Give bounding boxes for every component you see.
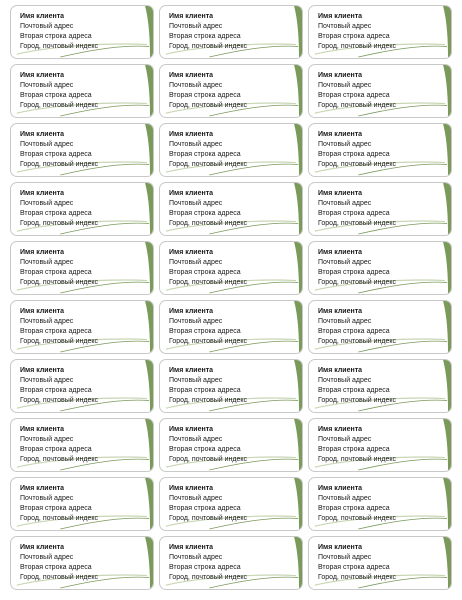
address-label[interactable] <box>159 64 303 118</box>
city-postal-code: Город, почтовый индекс <box>20 220 99 227</box>
address-label[interactable] <box>159 241 303 295</box>
postal-address: Почтовый адрес <box>20 377 74 384</box>
city-postal-code: Город, почтовый индекс <box>20 515 99 522</box>
customer-name: Имя клиента <box>20 72 65 79</box>
city-postal-code: Город, почтовый индекс <box>169 515 248 522</box>
label-text <box>169 543 247 583</box>
address-line-2: Вторая строка адреса <box>318 328 390 335</box>
address-line-2: Вторая строка адреса <box>318 92 390 99</box>
postal-address: Почтовый адрес <box>169 141 223 148</box>
customer-name: Имя клиента <box>318 131 363 138</box>
postal-address: Почтовый адрес <box>20 495 74 502</box>
label-text <box>20 248 98 288</box>
city-postal-code: Город, почтовый индекс <box>169 574 248 581</box>
label-text <box>318 248 396 288</box>
postal-address: Почтовый адрес <box>169 23 223 30</box>
city-postal-code: Город, почтовый индекс <box>318 397 397 404</box>
customer-name: Имя клиента <box>318 544 363 551</box>
address-label[interactable] <box>308 536 452 590</box>
address-line-2: Вторая строка адреса <box>169 446 241 453</box>
city-postal-code: Город, почтовый индекс <box>169 456 248 463</box>
postal-address: Почтовый адрес <box>20 82 74 89</box>
label-text <box>169 130 247 170</box>
label-text <box>20 189 98 229</box>
address-line-2: Вторая строка адреса <box>20 151 92 158</box>
customer-name: Имя клиента <box>20 249 65 256</box>
label-text <box>20 366 98 406</box>
postal-address: Почтовый адрес <box>318 318 372 325</box>
address-label[interactable] <box>159 300 303 354</box>
customer-name: Имя клиента <box>318 249 363 256</box>
address-label[interactable] <box>10 300 154 354</box>
address-line-2: Вторая строка адреса <box>20 33 92 40</box>
city-postal-code: Город, почтовый индекс <box>169 220 248 227</box>
address-line-2: Вторая строка адреса <box>20 269 92 276</box>
city-postal-code: Город, почтовый индекс <box>20 397 99 404</box>
customer-name: Имя клиента <box>20 485 65 492</box>
address-label[interactable] <box>159 123 303 177</box>
address-line-2: Вторая строка адреса <box>20 210 92 217</box>
address-line-2: Вторая строка адреса <box>20 505 92 512</box>
address-label[interactable] <box>308 359 452 413</box>
customer-name: Имя клиента <box>318 485 363 492</box>
label-text <box>318 189 396 229</box>
customer-name: Имя клиента <box>169 367 214 374</box>
label-text <box>169 366 247 406</box>
city-postal-code: Город, почтовый индекс <box>169 279 248 286</box>
label-text <box>20 71 98 111</box>
postal-address: Почтовый адрес <box>169 318 223 325</box>
address-label[interactable] <box>308 5 452 59</box>
address-label[interactable] <box>10 123 154 177</box>
postal-address: Почтовый адрес <box>318 377 372 384</box>
label-text <box>169 425 247 465</box>
address-label[interactable] <box>308 241 452 295</box>
city-postal-code: Город, почтовый индекс <box>169 43 248 50</box>
label-text <box>318 425 396 465</box>
city-postal-code: Город, почтовый индекс <box>20 574 99 581</box>
city-postal-code: Город, почтовый индекс <box>318 279 397 286</box>
city-postal-code: Город, почтовый индекс <box>318 161 397 168</box>
address-line-2: Вторая строка адреса <box>169 387 241 394</box>
label-text <box>20 484 98 524</box>
address-label[interactable] <box>10 418 154 472</box>
city-postal-code: Город, почтовый индекс <box>318 102 397 109</box>
label-sheet <box>10 5 452 590</box>
postal-address: Почтовый адрес <box>20 554 74 561</box>
postal-address: Почтовый адрес <box>169 259 223 266</box>
address-line-2: Вторая строка адреса <box>318 505 390 512</box>
postal-address: Почтовый адрес <box>169 554 223 561</box>
city-postal-code: Город, почтовый индекс <box>20 456 99 463</box>
address-label[interactable] <box>159 477 303 531</box>
label-text <box>169 484 247 524</box>
address-line-2: Вторая строка адреса <box>318 269 390 276</box>
address-line-2: Вторая строка адреса <box>169 564 241 571</box>
customer-name: Имя клиента <box>20 426 65 433</box>
postal-address: Почтовый адрес <box>20 23 74 30</box>
label-text <box>318 484 396 524</box>
address-line-2: Вторая строка адреса <box>20 387 92 394</box>
customer-name: Имя клиента <box>318 190 363 197</box>
customer-name: Имя клиента <box>20 308 65 315</box>
postal-address: Почтовый адрес <box>318 141 372 148</box>
address-label[interactable] <box>159 359 303 413</box>
city-postal-code: Город, почтовый индекс <box>169 338 248 345</box>
label-text <box>20 12 98 52</box>
address-label[interactable] <box>10 359 154 413</box>
address-line-2: Вторая строка адреса <box>169 151 241 158</box>
postal-address: Почтовый адрес <box>20 436 74 443</box>
address-line-2: Вторая строка адреса <box>318 446 390 453</box>
address-label[interactable] <box>308 182 452 236</box>
city-postal-code: Город, почтовый индекс <box>318 456 397 463</box>
customer-name: Имя клиента <box>318 426 363 433</box>
customer-name: Имя клиента <box>169 13 214 20</box>
city-postal-code: Город, почтовый индекс <box>318 338 397 345</box>
label-text <box>318 130 396 170</box>
customer-name: Имя клиента <box>20 544 65 551</box>
address-label[interactable] <box>159 418 303 472</box>
customer-name: Имя клиента <box>318 367 363 374</box>
label-text <box>318 12 396 52</box>
address-label[interactable] <box>10 477 154 531</box>
label-text <box>318 543 396 583</box>
address-label[interactable] <box>308 418 452 472</box>
customer-name: Имя клиента <box>20 13 65 20</box>
postal-address: Почтовый адрес <box>169 495 223 502</box>
city-postal-code: Город, почтовый индекс <box>20 279 99 286</box>
address-line-2: Вторая строка адреса <box>169 269 241 276</box>
label-text <box>169 248 247 288</box>
postal-address: Почтовый адрес <box>20 200 74 207</box>
postal-address: Почтовый адрес <box>318 554 372 561</box>
label-text <box>318 307 396 347</box>
postal-address: Почтовый адрес <box>169 436 223 443</box>
label-text <box>169 12 247 52</box>
label-text <box>169 189 247 229</box>
address-label[interactable] <box>308 477 452 531</box>
address-label[interactable] <box>308 123 452 177</box>
city-postal-code: Город, почтовый индекс <box>318 43 397 50</box>
postal-address: Почтовый адрес <box>169 200 223 207</box>
label-text <box>318 71 396 111</box>
customer-name: Имя клиента <box>169 308 214 315</box>
city-postal-code: Город, почтовый индекс <box>169 102 248 109</box>
customer-name: Имя клиента <box>169 426 214 433</box>
address-line-2: Вторая строка адреса <box>169 92 241 99</box>
city-postal-code: Город, почтовый индекс <box>169 397 248 404</box>
customer-name: Имя клиента <box>169 544 214 551</box>
address-line-2: Вторая строка адреса <box>169 505 241 512</box>
address-line-2: Вторая строка адреса <box>169 328 241 335</box>
postal-address: Почтовый адрес <box>20 259 74 266</box>
address-label[interactable] <box>159 182 303 236</box>
city-postal-code: Город, почтовый индекс <box>318 515 397 522</box>
postal-address: Почтовый адрес <box>20 318 74 325</box>
label-text <box>20 130 98 170</box>
postal-address: Почтовый адрес <box>20 141 74 148</box>
customer-name: Имя клиента <box>20 190 65 197</box>
postal-address: Почтовый адрес <box>169 82 223 89</box>
postal-address: Почтовый адрес <box>318 200 372 207</box>
address-label[interactable] <box>10 64 154 118</box>
customer-name: Имя клиента <box>169 190 214 197</box>
label-text <box>169 71 247 111</box>
customer-name: Имя клиента <box>20 131 65 138</box>
address-line-2: Вторая строка адреса <box>318 151 390 158</box>
label-text <box>169 307 247 347</box>
customer-name: Имя клиента <box>169 249 214 256</box>
address-line-2: Вторая строка адреса <box>20 446 92 453</box>
city-postal-code: Город, почтовый индекс <box>20 338 99 345</box>
address-label[interactable] <box>10 241 154 295</box>
address-line-2: Вторая строка адреса <box>169 210 241 217</box>
label-text <box>20 543 98 583</box>
postal-address: Почтовый адрес <box>169 377 223 384</box>
city-postal-code: Город, почтовый индекс <box>20 161 99 168</box>
address-label[interactable] <box>159 5 303 59</box>
label-text <box>20 425 98 465</box>
customer-name: Имя клиента <box>169 72 214 79</box>
city-postal-code: Город, почтовый индекс <box>318 220 397 227</box>
customer-name: Имя клиента <box>318 72 363 79</box>
address-line-2: Вторая строка адреса <box>20 92 92 99</box>
customer-name: Имя клиента <box>318 13 363 20</box>
address-label[interactable] <box>10 5 154 59</box>
address-label[interactable] <box>159 536 303 590</box>
postal-address: Почтовый адрес <box>318 82 372 89</box>
customer-name: Имя клиента <box>318 308 363 315</box>
address-line-2: Вторая строка адреса <box>318 33 390 40</box>
postal-address: Почтовый адрес <box>318 259 372 266</box>
customer-name: Имя клиента <box>169 485 214 492</box>
address-line-2: Вторая строка адреса <box>318 387 390 394</box>
address-label[interactable] <box>308 300 452 354</box>
address-line-2: Вторая строка адреса <box>318 210 390 217</box>
city-postal-code: Город, почтовый индекс <box>169 161 248 168</box>
address-label[interactable] <box>10 536 154 590</box>
postal-address: Почтовый адрес <box>318 23 372 30</box>
postal-address: Почтовый адрес <box>318 436 372 443</box>
customer-name: Имя клиента <box>169 131 214 138</box>
postal-address: Почтовый адрес <box>318 495 372 502</box>
city-postal-code: Город, почтовый индекс <box>318 574 397 581</box>
address-label[interactable] <box>10 182 154 236</box>
label-text <box>20 307 98 347</box>
customer-name: Имя клиента <box>20 367 65 374</box>
city-postal-code: Город, почтовый индекс <box>20 43 99 50</box>
label-text <box>318 366 396 406</box>
address-line-2: Вторая строка адреса <box>20 564 92 571</box>
address-line-2: Вторая строка адреса <box>318 564 390 571</box>
address-label[interactable] <box>308 64 452 118</box>
address-line-2: Вторая строка адреса <box>169 33 241 40</box>
city-postal-code: Город, почтовый индекс <box>20 102 99 109</box>
address-line-2: Вторая строка адреса <box>20 328 92 335</box>
